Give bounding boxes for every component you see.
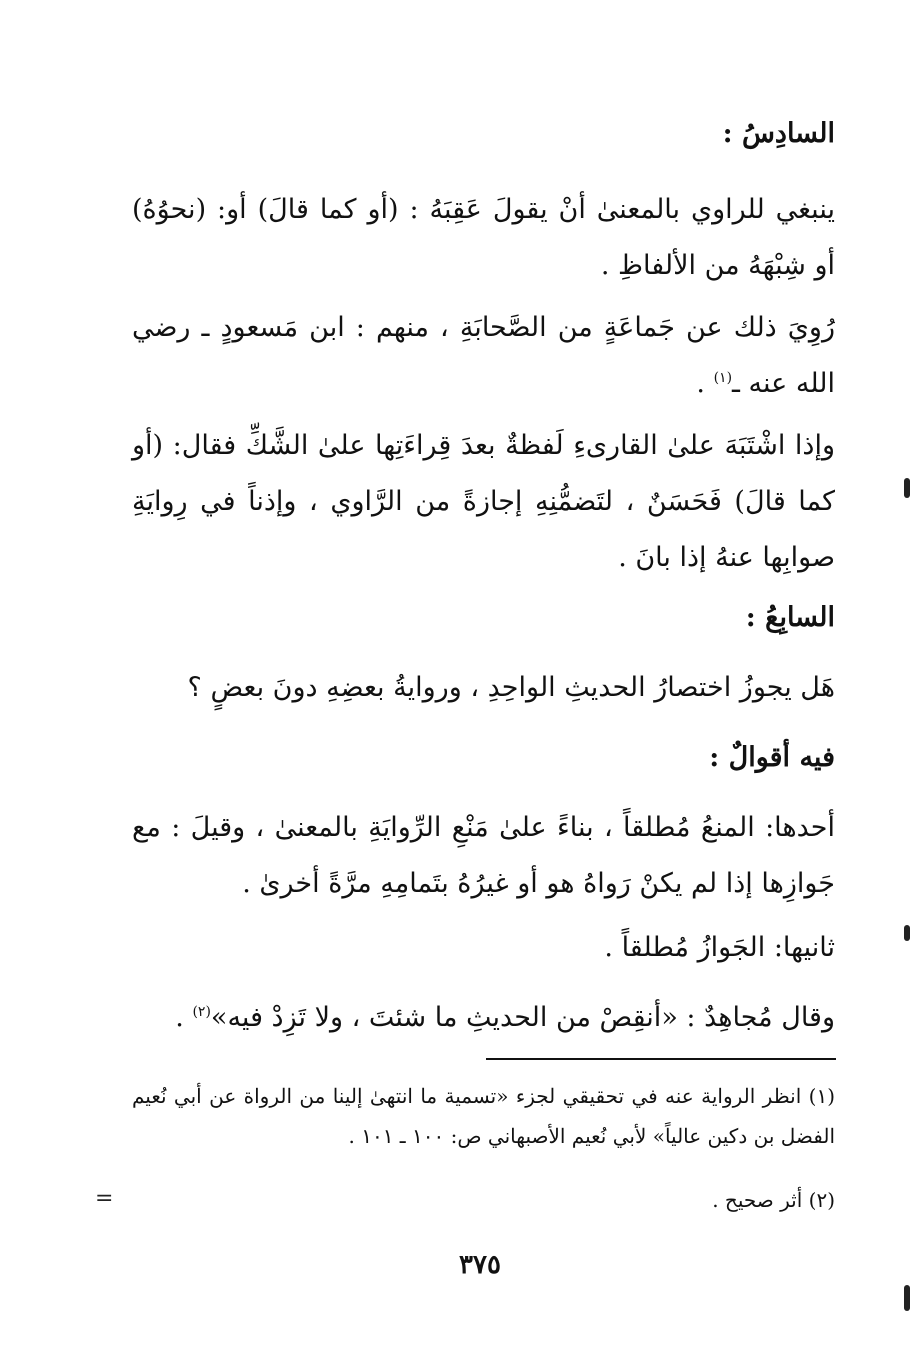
paragraph-companions-text: رُوِيَ ذلك عن جَماعَةٍ من الصَّحابَةِ ، منهم : ابن مَسعودٍ ـ رضي الله عنه ـ (132, 312, 835, 399)
paragraph-companions (132, 300, 835, 412)
footnote-ref-1[interactable]: (١) (713, 370, 733, 386)
paragraph-mujahid-end: . (175, 1002, 193, 1033)
section-heading-seventh: السابِعُ : (745, 602, 835, 633)
paragraph-companions-end: . (696, 368, 714, 399)
footnote-1: (١) انظر الرواية عنه في تحقيقي لجزء «تسمية ما انتهىٰ إلينا من الرواة عن أبي نُعيم الفضل بن دكين عالياً» لأبي نُعيم الأصبهاني ص: ١٠٠ ـ ١٠١ . (132, 1084, 835, 1148)
page-number: ٣٧٥ (459, 1250, 501, 1280)
footnote-separator (486, 1058, 836, 1060)
section-heading-sixth: السادِسُ : (722, 118, 835, 149)
scan-edge-mark-bottom (904, 1285, 910, 1311)
paragraph-first-saying: أحدها: المنعُ مُطلقاً ، بناءً علىٰ مَنْعِ الرِّوايَةِ بالمعنىٰ ، وقيلَ : مع جَوازِها إذا لم يكنْ رَواهُ هو أو غيرُهُ بتَمامِهِ مرَّةً أخرىٰ . (132, 812, 835, 899)
margin-continuation-mark: = (95, 1186, 114, 1211)
sayings-heading: فيه أقوالٌ : (709, 742, 835, 773)
paragraph-mujahid (132, 990, 835, 1046)
footnote-ref-2[interactable]: (٢) (192, 1004, 211, 1020)
scan-edge-mark-top (904, 478, 910, 498)
paragraph-second-saying: ثانيها: الجَوازُ مُطلقاً . (604, 932, 835, 963)
paragraph-question: هَل يجوزُ اختصارُ الحديثِ الواحِدِ ، وروايةُ بعضِهِ دونَ بعضٍ ؟ (187, 672, 835, 703)
paragraph-sixth-rule: ينبغي للراوي بالمعنىٰ أنْ يقولَ عَقِبَهُ : (أو كما قالَ) أو: (نحوُهُ) أو شِبْهَهُ من الألفاظِ . (132, 194, 835, 281)
footnote-2: (٢) أثر صحيح . (712, 1188, 835, 1212)
paragraph-mujahid-text: وقال مُجاهِدٌ : «أنقِصْ من الحديثِ ما شئتَ ، ولا تَزِدْ فيه» (210, 1002, 835, 1033)
paragraph-doubt: وإذا اشْتَبَهَ علىٰ القارىءِ لَفظةٌ بعدَ قِراءَتِها علىٰ الشَّكِّ فقال: (أو كما قالَ) فَحَسَنٌ ، لتَضمُّنِهِ إجازةً من الرَّاوي ، وإذناً في رِوايَةِ صوابِها عنهُ إذا بانَ . (132, 430, 835, 573)
scan-edge-mark-middle (904, 925, 910, 941)
